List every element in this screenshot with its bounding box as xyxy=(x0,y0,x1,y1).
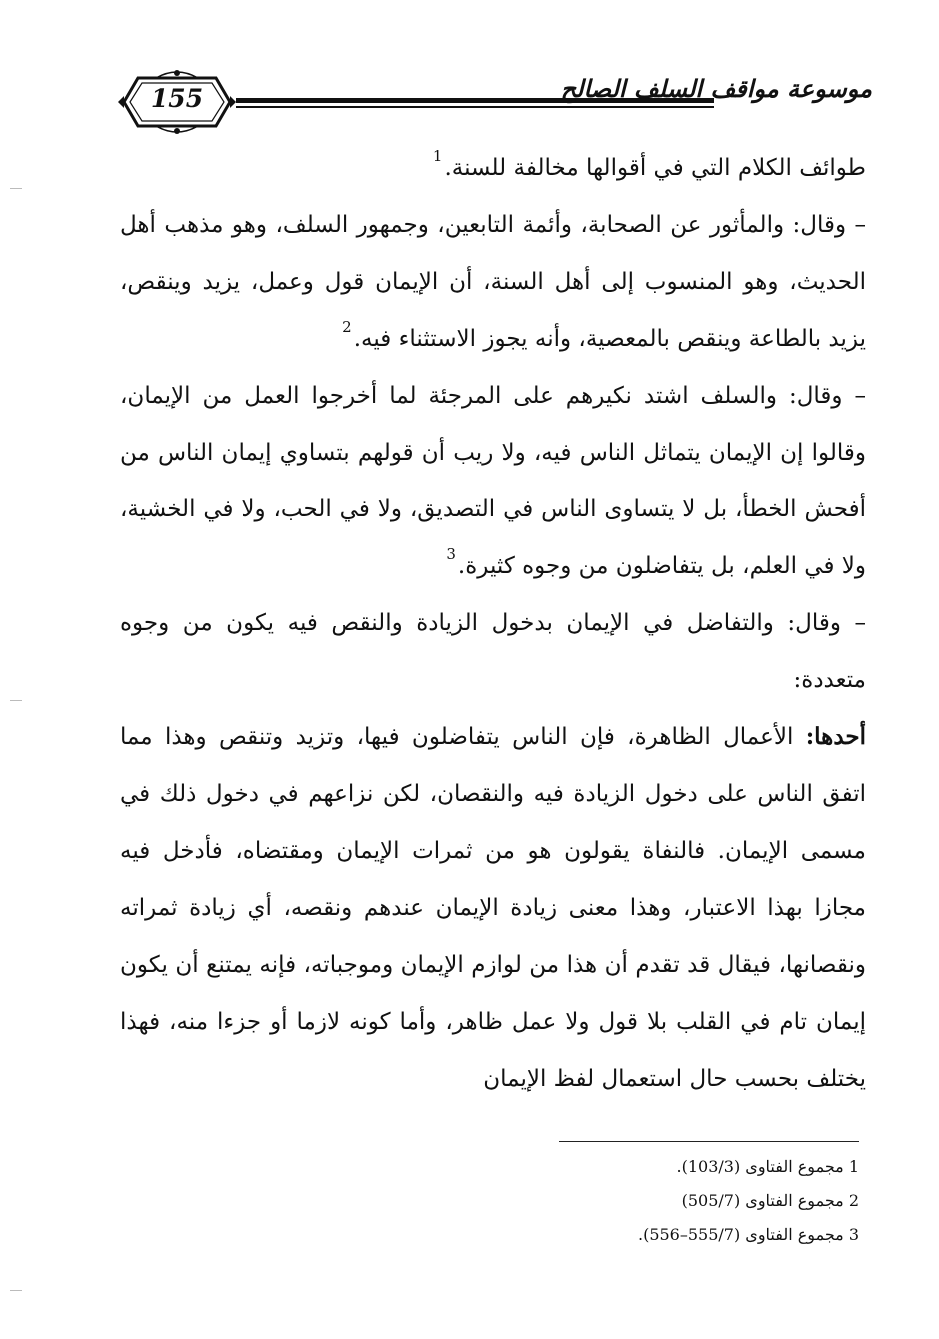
scan-margin-mark xyxy=(10,700,22,701)
footnote-text: مجموع الفتاوى (505/7) xyxy=(681,1191,844,1210)
paragraph-lead: أحدها: xyxy=(805,723,866,751)
page-number-badge xyxy=(116,66,238,138)
main-text xyxy=(120,140,866,1107)
footnote-ref: 1 xyxy=(432,147,443,165)
footnote-ref: 3 xyxy=(446,545,456,564)
paragraph-quote-1 xyxy=(120,197,866,368)
footnote-number: 3 xyxy=(848,1225,859,1244)
footnote-separator xyxy=(559,1141,859,1142)
running-header xyxy=(112,58,872,148)
footnotes xyxy=(459,1150,859,1252)
footnote-item xyxy=(459,1150,859,1184)
footnote-ref: 2 xyxy=(342,317,352,336)
paragraph-text: طوائف الكلام التي في أقوالها مخالفة للسنة. xyxy=(444,155,866,181)
paragraph-text: – وقال: والسلف اشتد نكيرهم على المرجئة لما أخرجوا العمل من الإيمان، وقالوا إن الإيمان يتماثل الناس فيه، ولا ريب أن قولهم بتساوي إيمان الناس من أفحش الخطأ، بل لا يتساوى الناس في التصديق، ولا في الحب، ولا في الخشية، ولا في العلم، بل يتفاضلون من وجوه كثيرة. xyxy=(120,382,866,580)
paragraph-text: – وقال: والمأثور عن الصحابة، وأئمة التابعين، وجمهور السلف، وهو مذهب أهل الحديث، وهو المنسوب إلى أهل السنة، أن الإيمان قول وعمل، يزيد وينقص، يزيد بالطاعة وينقص بالمعصية، وأنه يجوز الاستثناء فيه. xyxy=(120,211,866,352)
paragraph-quote-2 xyxy=(120,368,866,596)
paragraph-continuation xyxy=(120,140,866,197)
page-number: 155 xyxy=(150,84,204,113)
footnote-text: مجموع الفتاوى (103/3). xyxy=(676,1157,844,1176)
footnote-item xyxy=(459,1218,859,1252)
scan-margin-mark xyxy=(10,1290,22,1291)
paragraph-text: – وقال: والتفاضل في الإيمان بدخول الزيادة والنقص فيه يكون من وجوه متعددة: xyxy=(120,610,866,694)
scan-margin-mark xyxy=(10,188,22,189)
series-title: موسوعة مواقف السلف الصالح xyxy=(560,74,872,103)
footnote-number: 2 xyxy=(848,1191,859,1210)
paragraph-text: الأعمال الظاهرة، فإن الناس يتفاضلون فيها، وتزيد وتنقص وهذا مما اتفق الناس على دخول الزيادة فيه والنقصان، لكن نزاعهم في دخول ذلك في مسمى الإيمان. فالنفاة يقولون هو من ثمرات الإيمان ومقتضاه، فأدخل فيه مجازا بهذا الاعتبار، وهذا معنى زيادة الإيمان عندهم ونقصه، أي زيادة ثمراته ونقصانها، فيقال قد تقدم أن هذا من لوازم الإيمان وموجباته، فإنه يمتنع أن يكون إيمان تام في القلب بلا قول ولا عمل ظاهر، وأما كونه لازما أو جزءا منه، فهذا يختلف بحسب حال استعمال لفظ الإيمان xyxy=(120,724,866,1092)
footnote-number: 1 xyxy=(848,1157,859,1176)
paragraph-first-aspect xyxy=(120,709,866,1107)
footnote-item xyxy=(459,1184,859,1218)
paragraph-quote-3 xyxy=(120,595,866,709)
footnote-text: مجموع الفتاوى (555/7–556). xyxy=(637,1225,844,1244)
